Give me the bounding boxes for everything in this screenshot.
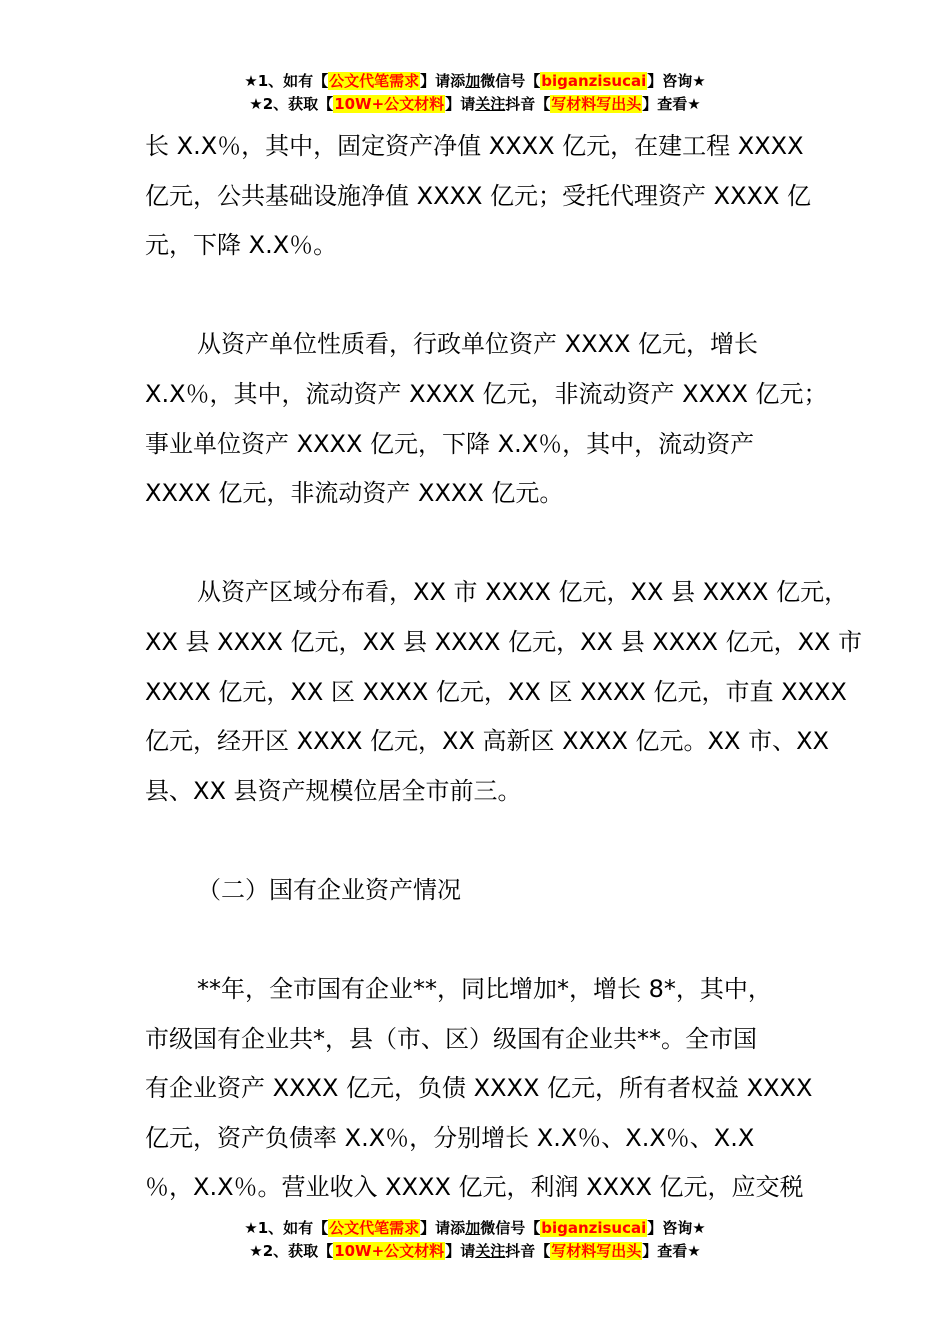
highlight-service: 公文代笔需求: [329, 1219, 420, 1237]
footer-banner: [0, 1217, 950, 1263]
paragraph-line: 从资产区域分布看，XX 市 XXXX 亿元，XX 县 XXXX 亿元，: [197, 578, 849, 607]
paragraph-line: 长 X.X％，其中，固定资产净值 XXXX 亿元，在建工程 XXXX: [145, 132, 804, 160]
banner-line-1: ★1、如有【公文代笔需求】请添加微信号【biganzisucai】咨询★: [244, 1219, 706, 1237]
highlight-wechat-id: biganzisucai: [541, 72, 647, 90]
banner-line-2: ★2、获取【10W+公文材料】请关注抖音【写材料写出头】查看★: [249, 95, 701, 113]
paragraph-line: 事业单位资产 XXXX 亿元，下降 X.X％，其中，流动资产: [145, 429, 755, 458]
paragraph-line: 亿元，公共基础设施净值 XXXX 亿元；受托代理资产 XXXX 亿: [145, 181, 812, 210]
header-banner: [0, 70, 950, 116]
paragraph-line: 市级国有企业共*，县（市、区）级国有企业共**。全市国: [145, 1024, 757, 1053]
banner-line-2: ★2、获取【10W+公文材料】请关注抖音【写材料写出头】查看★: [249, 1242, 701, 1260]
paragraph-line: 亿元，资产负债率 X.X％，分别增长 X.X％、X.X％、X.X: [145, 1123, 755, 1152]
paragraph-line: ％，X.X％。营业收入 XXXX 亿元，利润 XXXX 亿元，应交税: [145, 1173, 804, 1202]
paragraph-line: XXXX 亿元，非流动资产 XXXX 亿元。: [145, 479, 564, 508]
paragraph-line: 县、XX 县资产规模位居全市前三。: [145, 776, 522, 805]
paragraph-line: X.X％，其中，流动资产 XXXX 亿元，非流动资产 XXXX 亿元；: [145, 379, 828, 408]
paragraph-line: 有企业资产 XXXX 亿元，负债 XXXX 亿元，所有者权益 XXXX: [145, 1074, 813, 1103]
paragraph-line: **年，全市国有企业**，同比增加*，增长 8*，其中，: [197, 975, 772, 1004]
highlight-materials: 10W+公文材料: [334, 1242, 445, 1260]
banner-line-1: ★1、如有【公文代笔需求】请添加微信号【biganzisucai】咨询★: [244, 72, 706, 90]
highlight-douyin: 写材料写出头: [551, 95, 642, 113]
paragraph-line: XX 县 XXXX 亿元，XX 县 XXXX 亿元，XX 县 XXXX 亿元，XX 市: [145, 627, 863, 656]
highlight-materials: 10W+公文材料: [334, 95, 445, 113]
highlight-service: 公文代笔需求: [329, 72, 420, 90]
paragraph-line: XXXX 亿元，XX 区 XXXX 亿元，XX 区 XXXX 亿元，市直 XXXX: [145, 677, 847, 706]
document-body: [145, 122, 863, 1213]
highlight-douyin: 写材料写出头: [551, 1242, 642, 1260]
paragraph-line: 从资产单位性质看，行政单位资产 XXXX 亿元，增长: [197, 330, 759, 359]
highlight-wechat-id: biganzisucai: [541, 1219, 647, 1237]
paragraph-line: 亿元，经开区 XXXX 亿元，XX 高新区 XXXX 亿元。XX 市、XX: [145, 727, 829, 756]
paragraph-line: 元，下降 X.X％。: [145, 231, 338, 260]
section-heading: （二）国有企业资产情况: [197, 875, 461, 904]
